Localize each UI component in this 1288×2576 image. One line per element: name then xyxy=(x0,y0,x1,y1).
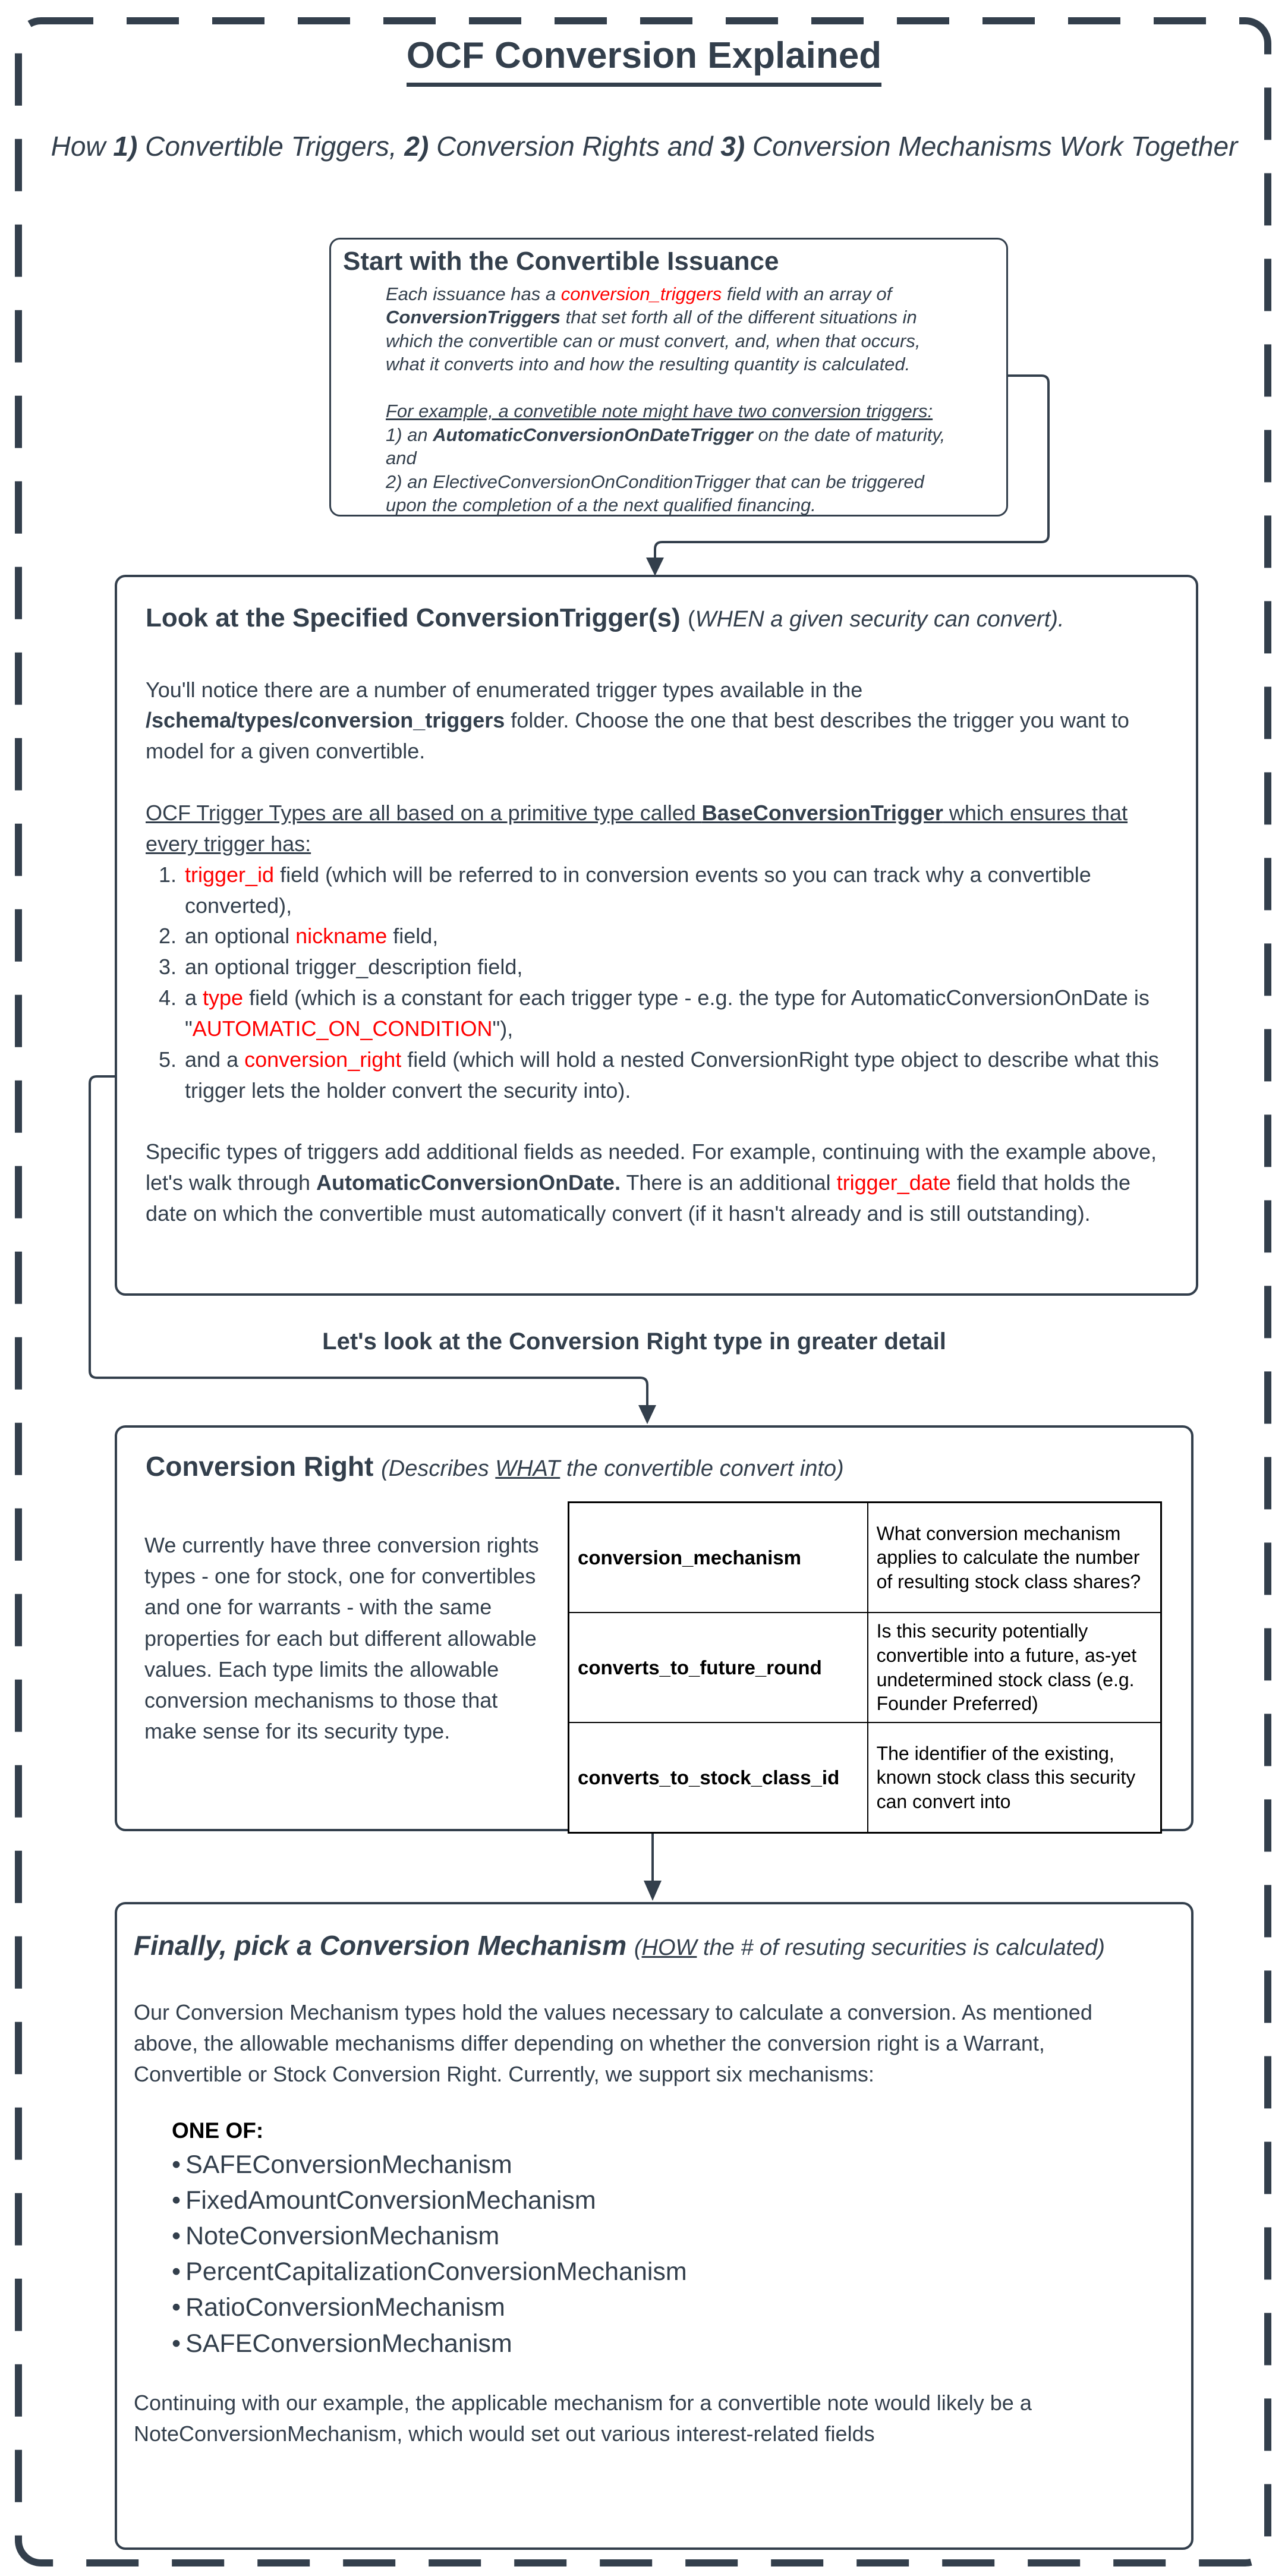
table-row xyxy=(569,1722,1161,1833)
mechanism-paragraph-1: Our Conversion Mechanism types hold the values necessary to calculate a conversion. As mentioned above, the allowable mechanisms differ depending on whether the conversion right is a Warrant, Convertible or Stock Conversion Right. Currently, we support six mechanisms: xyxy=(134,2000,1092,2086)
conversion-trigger-box-title: Look at the Specified ConversionTrigger(s) (WHEN a given security can convert). xyxy=(146,603,1065,632)
issuance-box-body xyxy=(386,282,950,517)
mechanism-list-item: • RatioConversionMechanism xyxy=(172,2290,1155,2325)
conversion-right-paragraph: We currently have three conversion rights types - one for stock, one for convertibles and one for warrants - with the same properties for each but different allowable values. Each type limits the allowable conversion mechanisms to those that make sense for its security type. xyxy=(144,1533,539,1744)
conversion-right-box-title: Conversion Right (Describes WHAT the convertible convert into) xyxy=(146,1451,844,1482)
mechanism-list-item: • NoteConversionMechanism xyxy=(172,2218,1155,2254)
trigger-field-item: 1. trigger_id field (which will be referred to in conversion events so you can track why a convertible converted), xyxy=(182,859,1167,921)
mechanism-list-item: • PercentCapitalizationConversionMechanism xyxy=(172,2254,1155,2290)
trigger-paragraph-1: You'll notice there are a number of enumerated trigger types available in the /schema/types/conversion_triggers folder. Choose the one that best describes the trigger you want to model for a given convertible. xyxy=(146,677,1129,764)
field-desc-cell: The identifier of the existing, known stock class this security can convert into xyxy=(868,1722,1161,1833)
conversion-right-box xyxy=(115,1425,1193,1831)
trigger-field-item: 3. an optional trigger_description field, xyxy=(182,952,1167,982)
mechanism-paragraph-2: Continuing with our example, the applicable mechanism for a convertible note would likely be a NoteConversionMechanism, which would set out various interest-related fields xyxy=(134,2390,1032,2446)
arrow-down-icon xyxy=(638,1405,656,1424)
conversion-mechanism-box xyxy=(115,1902,1193,2550)
arrow-down-icon xyxy=(644,1881,662,1901)
conversion-right-callout-label: Let's look at the Conversion Right type in greater detail xyxy=(322,1328,946,1355)
conversion-trigger-box xyxy=(115,575,1198,1296)
field-desc-cell: Is this security potentially convertible into a future, as-yet undetermined stock class (e.g. Founder Preferred) xyxy=(868,1613,1161,1722)
page-subtitle: How 1) Convertible Triggers, 2) Conversion Rights and 3) Conversion Mechanisms Work Together xyxy=(51,131,1238,162)
one-of-label: ONE OF: xyxy=(172,2118,264,2143)
table-row xyxy=(569,1503,1161,1613)
trigger-field-item: 2. an optional nickname field, xyxy=(182,921,1167,952)
trigger-paragraph-2: OCF Trigger Types are all based on a primitive type called BaseConversionTrigger which ensures that every trigger has: xyxy=(146,801,1128,856)
page-title-wrap xyxy=(0,34,1288,87)
conversion-right-fields-table xyxy=(568,1501,1162,1834)
trigger-field-item: 4. a type field (which is a constant for each trigger type - e.g. the type for AutomaticConversionOnDate is "AUTOMATIC_ON_CONDITION"), xyxy=(182,982,1167,1044)
issuance-box-title: Start with the Convertible Issuance xyxy=(343,247,779,276)
table-row xyxy=(569,1613,1161,1722)
mechanism-list-item: • SAFEConversionMechanism xyxy=(172,2326,1155,2361)
mechanism-list-item: • FixedAmountConversionMechanism xyxy=(172,2183,1155,2218)
trigger-field-list xyxy=(146,859,1167,1106)
field-name-cell: converts_to_future_round xyxy=(569,1613,868,1722)
issuance-box xyxy=(329,238,1008,517)
trigger-paragraph-3: Specific types of triggers add additional fields as needed. For example, continuing with the example above, let's walk through AutomaticConversionOnDate. There is an additional trigger_date field that holds the date on which the convertible must automatically convert (if it hasn't already and is still outstanding). xyxy=(146,1139,1157,1226)
trigger-field-item: 5. and a conversion_right field (which will hold a nested ConversionRight type object to describe what this trigger lets the holder convert the security into). xyxy=(182,1044,1167,1106)
mechanism-list xyxy=(172,2147,1155,2361)
conversion-mechanism-box-title: Finally, pick a Conversion Mechanism (HOW the # of resuting securities is calculated) xyxy=(134,1930,1105,1961)
issuance-paragraph-2: For example, a convetible note might have two conversion triggers: 1) an AutomaticConversionOnDateTrigger on the date of maturity, and 2) an ElectiveConversionOnConditionTrigger that can be triggered upon the completion of a the next qualified financing. xyxy=(386,401,946,515)
issuance-paragraph-1: Each issuance has a conversion_triggers field with an array of ConversionTriggers that set forth all of the different situations in which the convertible can or must convert, and, when that occurs, what it converts into and how the resulting quantity is calculated. xyxy=(386,284,921,375)
arrow-down-icon xyxy=(646,558,664,576)
field-name-cell: conversion_mechanism xyxy=(569,1503,868,1613)
page-title: OCF Conversion Explained xyxy=(407,34,881,87)
field-desc-cell: What conversion mechanism applies to calculate the number of resulting stock class shares? xyxy=(868,1503,1161,1613)
mechanism-list-item: • SAFEConversionMechanism xyxy=(172,2147,1155,2183)
field-name-cell: converts_to_stock_class_id xyxy=(569,1722,868,1833)
